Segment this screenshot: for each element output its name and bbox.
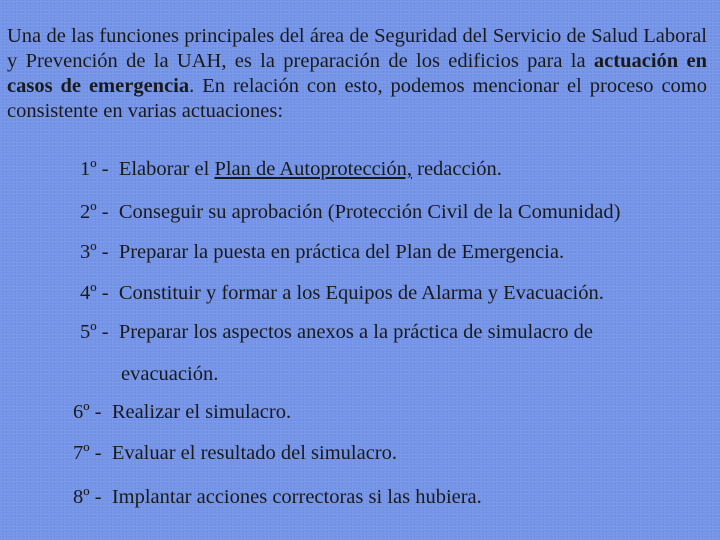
step-number: 8º - [73,486,102,508]
intro-paragraph [7,24,707,124]
step-text: Preparar los aspectos anexos a la práctica de simulacro de [118,321,593,343]
step-3 [80,240,564,264]
step-text-pre: Elaborar el [118,158,215,180]
step-1 [80,157,502,181]
step-number: 7º - [73,442,102,464]
step-number: 6º - [73,401,102,423]
step-text: Preparar la puesta en práctica del Plan de Emergencia. [118,241,565,263]
step-text: Realizar el simulacro. [111,401,292,423]
step-number: 3º - [80,241,109,263]
step-text: Constituir y formar a los Equipos de Alarma y Evacuación. [118,282,604,304]
step-text: Conseguir su aprobación (Protección Civil de la Comunidad) [118,201,621,223]
step-number: 4º - [80,282,109,304]
step-5 [80,320,593,344]
step-4 [80,281,604,305]
step-number: 2º - [80,201,109,223]
step-number: 5º - [80,321,109,343]
step-7 [73,441,397,465]
step-text-post: redacción. [412,158,502,180]
intro-text-1: Una de las funciones principales del área de Seguridad del Servicio de Salud Laboral y Prevención de la UAH, es la preparación de los edificios para la [7,25,707,72]
intro-text-2: . En relación con esto, podemos mencionar el proceso como consistente en varias actuaciones: [7,75,707,122]
step-2 [80,200,620,224]
step-text: Implantar acciones correctoras si las hubiera. [111,486,482,508]
step-5-continuation [121,362,218,386]
step-text-cont: evacuación. [121,363,219,385]
step-8 [73,485,482,509]
step-text: Evaluar el resultado del simulacro. [111,442,398,464]
plan-autoproteccion-link[interactable]: Plan de Autoprotección, [214,158,412,180]
step-6 [73,400,291,424]
step-number: 1º - [80,158,109,180]
intro-emphasis: actuación en casos de emergencia [7,50,707,97]
